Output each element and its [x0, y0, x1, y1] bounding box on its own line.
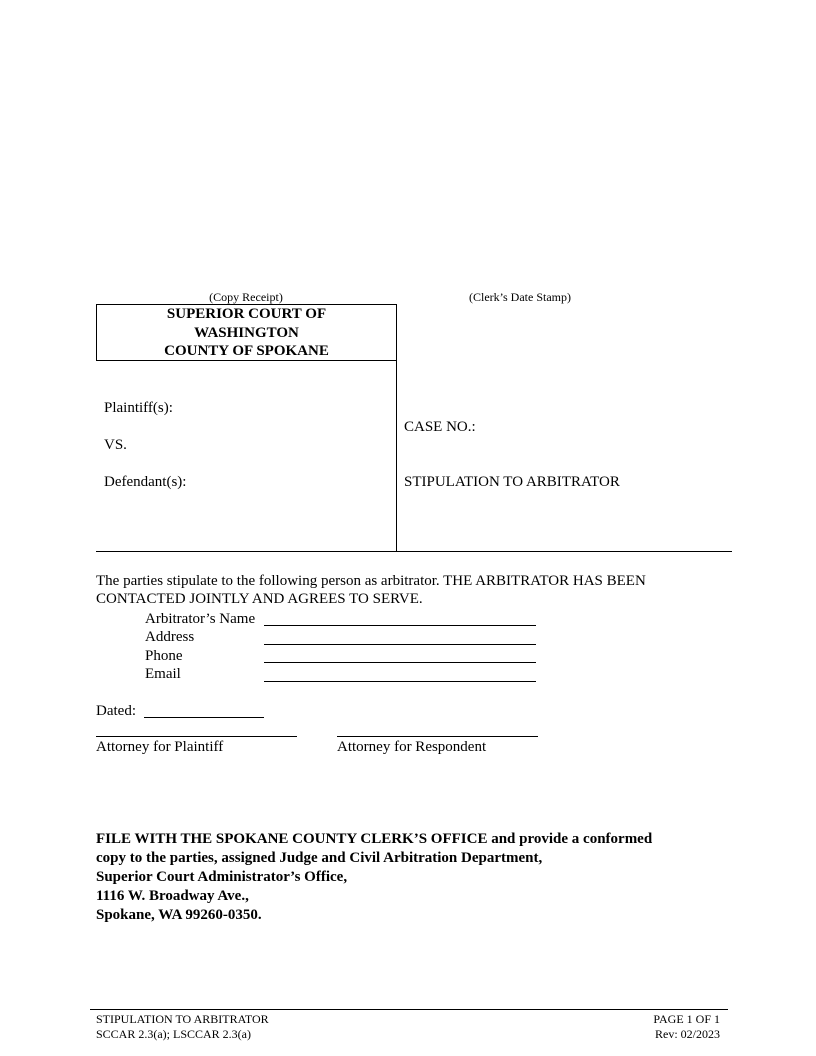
filing-line-3: Superior Court Administrator’s Office, — [96, 869, 348, 885]
filing-instructions — [96, 830, 736, 925]
caption-vertical-divider — [396, 304, 397, 552]
clerk-date-stamp-label: (Clerk’s Date Stamp) — [469, 290, 571, 304]
intro-line-2: CONTACTED JOINTLY AND AGREES TO SERVE. — [96, 591, 423, 607]
plaintiff-attorney-signature-field[interactable] — [96, 736, 297, 737]
court-name-line1: SUPERIOR COURT OF — [166, 306, 327, 322]
case-number-label: CASE NO.: — [404, 419, 476, 435]
filing-line-5: Spokane, WA 99260-0350. — [96, 907, 262, 923]
arbitrator-address-label: Address — [145, 629, 195, 645]
dated-label: Dated: — [96, 703, 136, 719]
footer-page-number: PAGE 1 OF 1 — [653, 1012, 720, 1026]
intro-line-1: The parties stipulate to the following person as arbitrator. THE ARBITRATOR HAS BEEN — [96, 573, 646, 589]
arbitrator-phone-label: Phone — [145, 648, 183, 664]
arbitrator-phone-field[interactable] — [264, 662, 536, 663]
stipulation-intro — [96, 572, 736, 608]
filing-line-2: copy to the parties, assigned Judge and Civil Arbitration Department, — [96, 850, 543, 866]
arbitrator-name-field[interactable] — [264, 625, 536, 626]
respondent-attorney-signature-field[interactable] — [337, 736, 538, 737]
footer-divider — [90, 1009, 728, 1010]
attorney-for-respondent-label: Attorney for Respondent — [337, 739, 487, 755]
dated-field[interactable] — [144, 717, 264, 718]
defendant-label: Defendant(s): — [104, 474, 187, 490]
court-name-line2: WASHINGTON — [194, 324, 299, 341]
versus-label: VS. — [104, 437, 127, 453]
footer-form-title: STIPULATION TO ARBITRATOR — [96, 1012, 269, 1026]
footer-revision: Rev: 02/2023 — [655, 1027, 720, 1041]
footer-left — [96, 1012, 269, 1042]
filing-line-4: 1116 W. Broadway Ave., — [96, 888, 249, 904]
arbitrator-email-label: Email — [145, 666, 181, 682]
filing-line-1: FILE WITH THE SPOKANE COUNTY CLERK’S OFFICE and provide a conformed — [96, 831, 653, 847]
footer-right — [560, 1012, 720, 1042]
arbitrator-email-field[interactable] — [264, 681, 536, 682]
plaintiff-label: Plaintiff(s): — [104, 400, 173, 416]
court-name-box — [96, 304, 397, 361]
court-name-line3: COUNTY OF SPOKANE — [164, 343, 329, 359]
attorney-for-plaintiff-label: Attorney for Plaintiff — [96, 739, 224, 755]
document-title: STIPULATION TO ARBITRATOR — [404, 474, 620, 490]
arbitrator-name-label: Arbitrator’s Name — [145, 611, 256, 627]
copy-receipt-label: (Copy Receipt) — [209, 290, 283, 304]
arbitrator-address-field[interactable] — [264, 644, 536, 645]
footer-rule-reference: SCCAR 2.3(a); LSCCAR 2.3(a) — [96, 1027, 252, 1041]
caption-horizontal-divider — [96, 551, 732, 552]
